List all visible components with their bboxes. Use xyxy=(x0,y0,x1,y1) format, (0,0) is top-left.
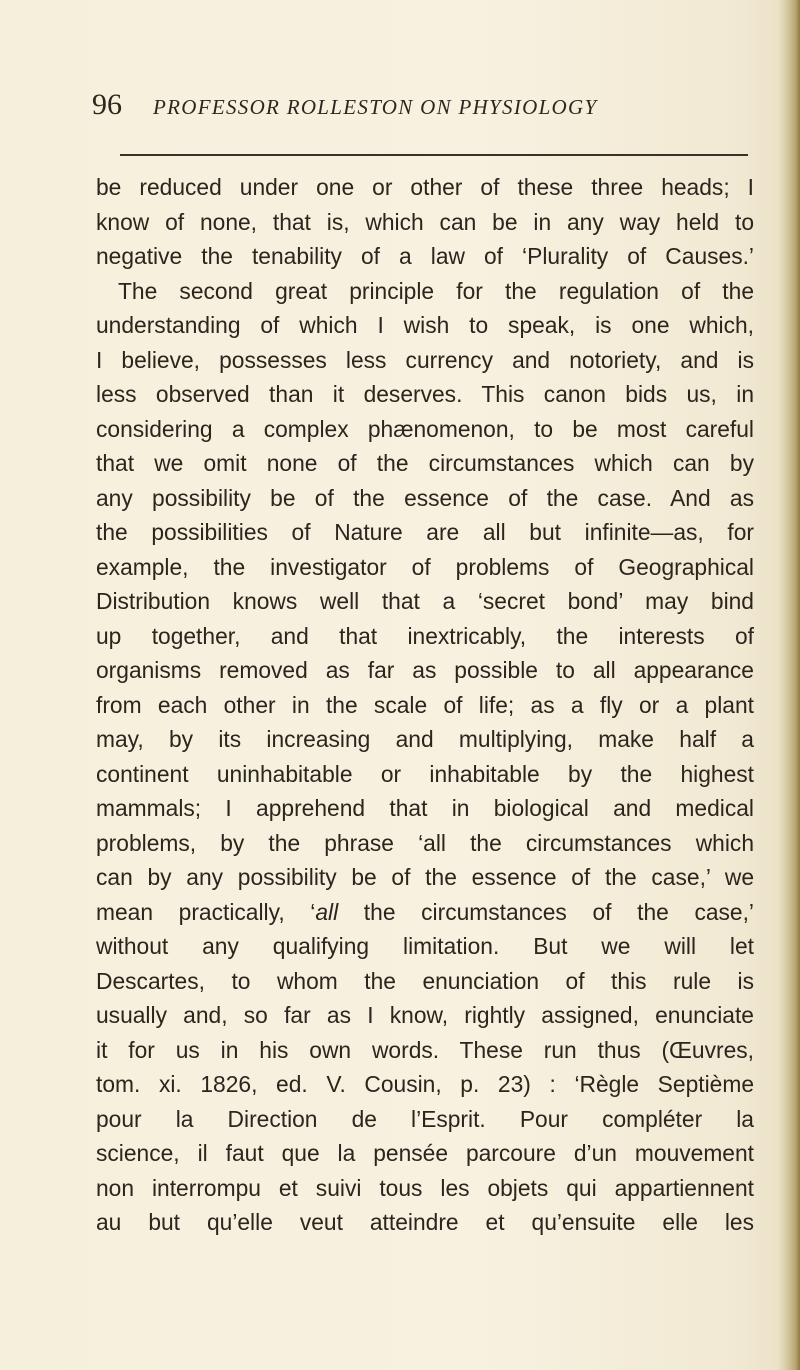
text-line: understanding of which I wish to speak, is one which, xyxy=(96,312,754,338)
text-line: mean practically, ‘all the circumstances of the case,’ xyxy=(96,898,754,925)
emphasis-all: all xyxy=(315,898,339,925)
text-line: au but qu’elle veut atteindre et qu’ensuite elle les xyxy=(96,1209,754,1235)
page-number: 96 xyxy=(92,88,122,121)
text-line: may, by its increasing and multiplying, make half a xyxy=(96,726,754,752)
text-line: can by any possibility be of the essence of the case,’ we xyxy=(96,864,754,890)
text-line: Descartes, to whom the enunciation of this rule is xyxy=(96,967,754,994)
text-line: any possibility be of the essence of the case. And as xyxy=(96,484,754,511)
text-line: from each other in the scale of life; as a fly or a plant xyxy=(96,691,754,718)
text-line: The second great principle for the regulation of the xyxy=(118,277,754,304)
page-edge-shadow xyxy=(778,0,800,1370)
text-line: I believe, possesses less currency and notoriety, and is xyxy=(96,346,754,373)
text-line: be reduced under one or other of these three heads; I xyxy=(96,174,754,200)
text-line: mammals; I apprehend that in biological and medical xyxy=(96,795,754,821)
text-line: that we omit none of the circumstances which can by xyxy=(96,450,754,476)
text-line: less observed than it deserves. This canon bids us, in xyxy=(96,381,754,407)
text-line: it for us in his own words. These run thus (Œuvres, xyxy=(96,1036,754,1063)
running-head: PROFESSOR ROLLESTON ON PHYSIOLOGY xyxy=(153,95,598,119)
text-line: without any qualifying limitation. But we will let xyxy=(96,933,754,959)
text-line: example, the investigator of problems of Geographical xyxy=(96,553,754,580)
text-line: organisms removed as far as possible to all appearance xyxy=(96,657,754,683)
text-line: tom. xi. 1826, ed. V. Cousin, p. 23) : ‘Règle Septième xyxy=(96,1071,754,1097)
text-line: up together, and that inextricably, the interests of xyxy=(96,622,754,649)
header-rule xyxy=(120,154,748,156)
text-line: science, il faut que la pensée parcoure d’un mouvement xyxy=(96,1140,754,1166)
text-line: negative the tenability of a law of ‘Plurality of Causes.’ xyxy=(96,243,754,269)
text-line: considering a complex phænomenon, to be most careful xyxy=(96,415,754,442)
text-line: the possibilities of Nature are all but infinite—as, for xyxy=(96,519,754,545)
text-line: pour la Direction de l’Esprit. Pour compléter la xyxy=(96,1105,754,1132)
text-line: know of none, that is, which can be in any way held to xyxy=(96,208,754,235)
body-text xyxy=(96,170,754,1240)
text-line: problems, by the phrase ‘all the circumstances which xyxy=(96,829,754,856)
text-line: usually and, so far as I know, rightly assigned, enunciate xyxy=(96,1002,754,1028)
text-line: Distribution knows well that a ‘secret bond’ may bind xyxy=(96,588,754,614)
text-line: continent uninhabitable or inhabitable by the highest xyxy=(96,760,754,787)
page-header xyxy=(92,88,752,128)
text-line: non interrompu et suivi tous les objets qui appartiennent xyxy=(96,1174,754,1201)
